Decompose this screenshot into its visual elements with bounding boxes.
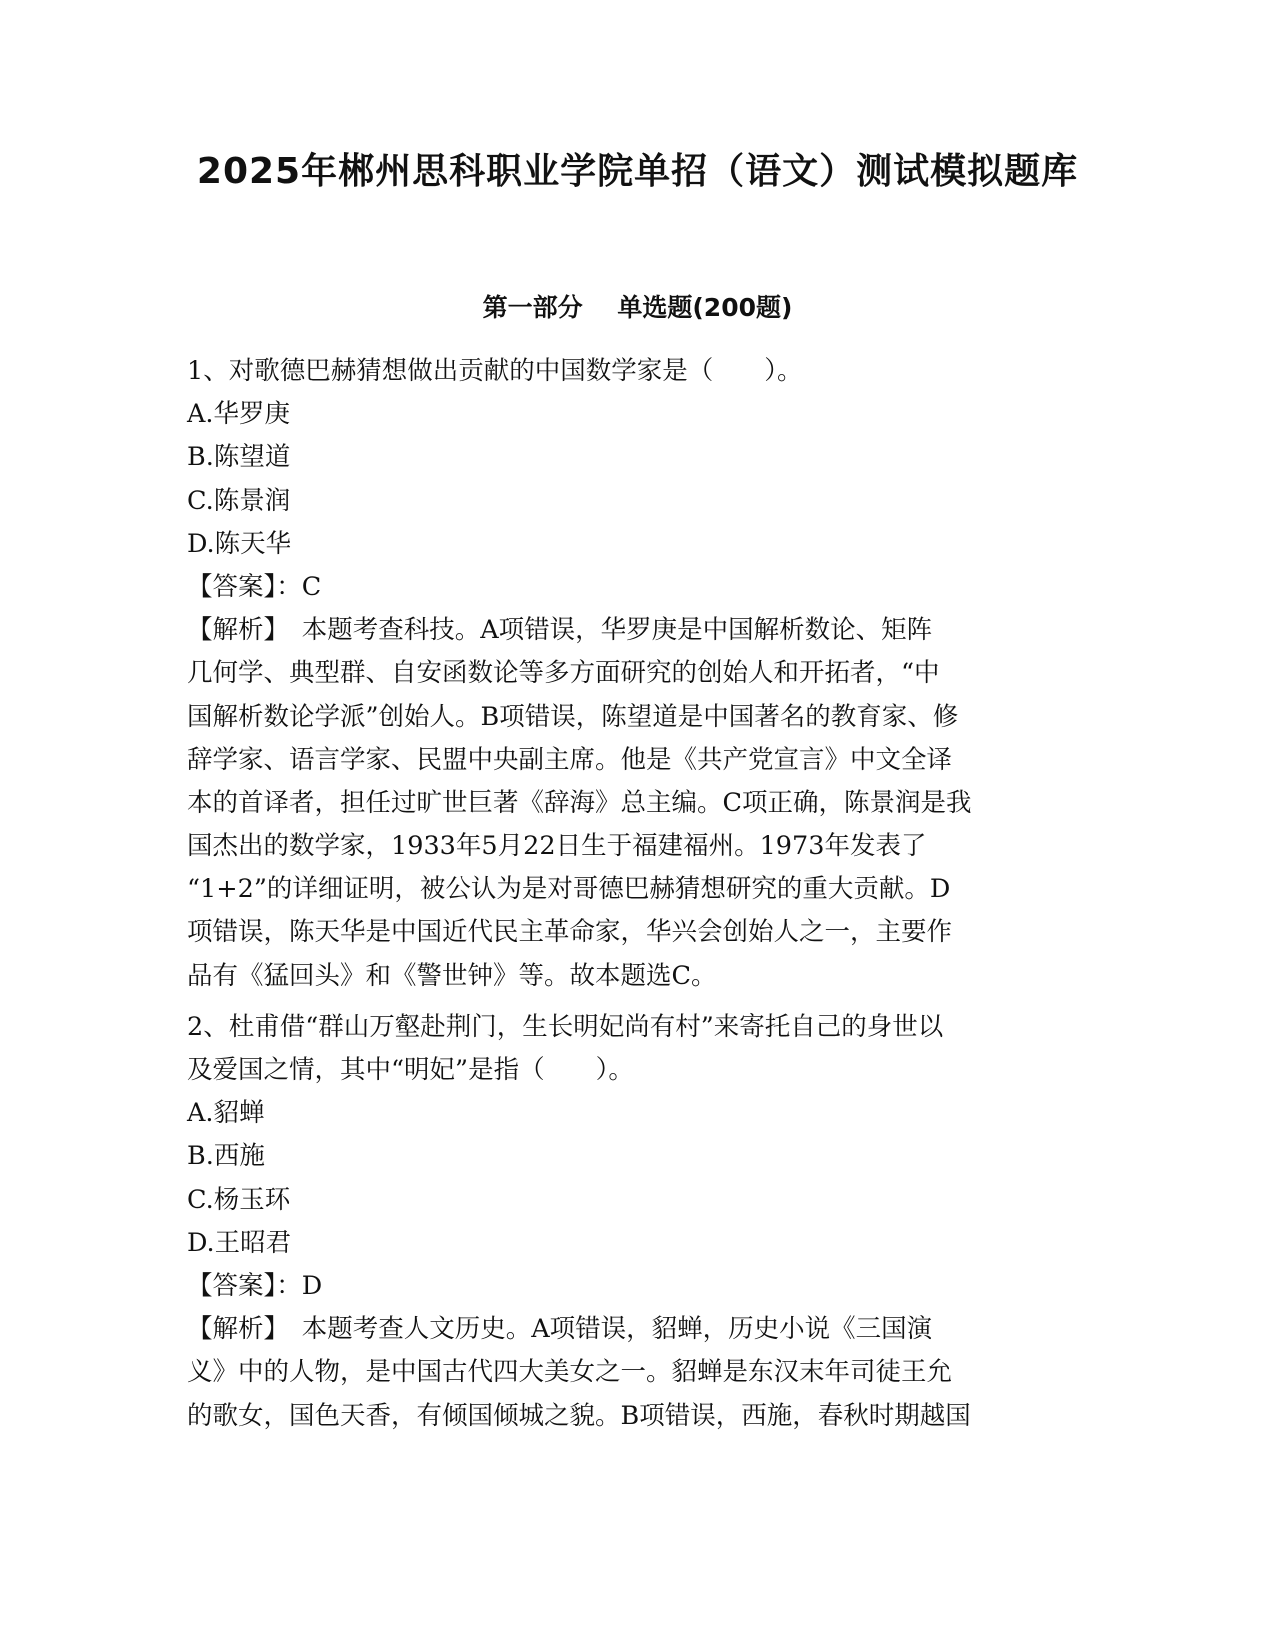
explanation-label: 【解析】 xyxy=(187,615,302,646)
question-list xyxy=(187,350,1087,1446)
option-c: C.陈景润 xyxy=(187,485,291,516)
explanation-line: 几何学、典型群、自安函数论等多方面研究的创始人和开拓者，“中 xyxy=(187,658,940,689)
answer-line: 【答案】：C xyxy=(187,571,322,602)
explanation-label: 【解析】 xyxy=(187,1314,302,1345)
answer-line: 【答案】：D xyxy=(187,1270,323,1301)
explanation-line-1 xyxy=(187,1308,1087,1351)
option-a: A.貂蝉 xyxy=(187,1098,265,1129)
option-b: B.西施 xyxy=(187,1141,265,1172)
explanation-line: 的歌女，国色天香，有倾国倾城之貌。B项错误，西施，春秋时期越国 xyxy=(187,1400,971,1431)
option-d: D.王昭君 xyxy=(187,1227,292,1258)
question-1 xyxy=(187,350,1087,998)
option-c: C.杨玉环 xyxy=(187,1184,291,1215)
explanation-line: 品有《猛回头》和《警世钟》等。故本题选C。 xyxy=(187,960,717,991)
explanation-text: 本题考查科技。A项错误，华罗庚是中国解析数论、矩阵 xyxy=(301,615,933,646)
explanation-line: 国杰出的数学家，1933年5月22日生于福建福州。1973年发表了 xyxy=(187,831,927,862)
option-b: B.陈望道 xyxy=(187,442,291,473)
question-stem: 2、杜甫借“群山万壑赴荆门，生长明妃尚有村”来寄托自己的身世以 xyxy=(187,1011,944,1042)
question-2 xyxy=(187,1006,1087,1438)
explanation-text: 本题考查人文历史。A项错误，貂蝉，历史小说《三国演 xyxy=(301,1314,933,1345)
option-d: D.陈天华 xyxy=(187,528,292,559)
explanation-line-1 xyxy=(187,609,1087,652)
explanation-line: 辞学家、语言学家、民盟中央副主席。他是《共产党宣言》中文全译 xyxy=(187,744,953,775)
section-title: 第一部分 单选题(200题) xyxy=(482,293,793,322)
option-a: A.华罗庚 xyxy=(187,399,291,430)
explanation-line: 本的首译者，担任过旷世巨著《辞海》总主编。C项正确，陈景润是我 xyxy=(187,787,972,818)
explanation-line: 国解析数论学派”创始人。B项错误，陈望道是中国著名的教育家、修 xyxy=(187,701,959,732)
explanation-line: 项错误，陈天华是中国近代民主革命家，华兴会创始人之一，主要作 xyxy=(187,917,953,948)
question-stem: 及爱国之情，其中“明妃”是指（ ）。 xyxy=(187,1055,634,1085)
explanation-line: 义》中的人物，是中国古代四大美女之一。貂蝉是东汉末年司徒王允 xyxy=(187,1357,953,1388)
question-stem: 1、对歌德巴赫猜想做出贡献的中国数学家是（ ）。 xyxy=(187,356,803,386)
explanation-line: “1+2”的详细证明，被公认为是对哥德巴赫猜想研究的重大贡献。D xyxy=(187,874,951,905)
page-title: 2025年郴州思科职业学院单招（语文）测试模拟题库 xyxy=(196,151,1079,192)
